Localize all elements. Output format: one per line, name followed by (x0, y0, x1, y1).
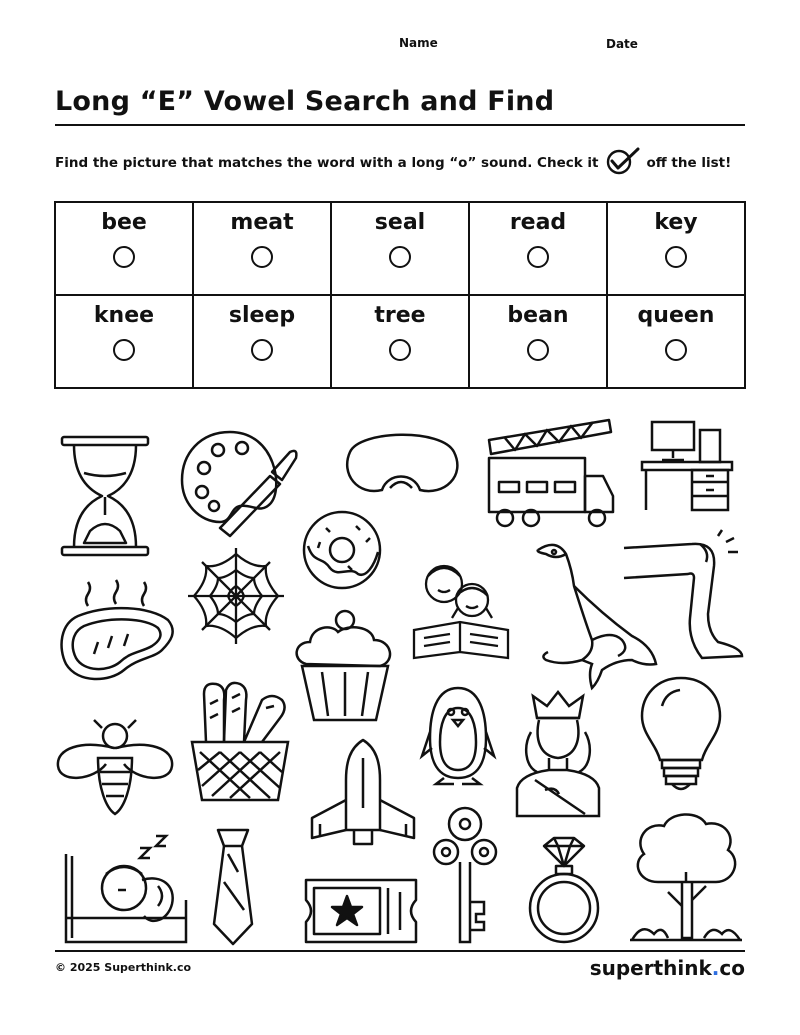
word-cell (469, 202, 607, 295)
logo-dot: . (711, 956, 720, 980)
check-circle[interactable] (389, 339, 411, 361)
word-cell (331, 202, 469, 295)
title-divider (55, 124, 745, 126)
tree-icon[interactable] (628, 810, 744, 944)
ticket-icon[interactable] (304, 878, 418, 944)
bee-icon[interactable] (54, 718, 176, 818)
picture-area (0, 400, 800, 955)
word-cell (55, 295, 193, 388)
word-cell (55, 202, 193, 295)
instructions (55, 146, 731, 180)
check-circle[interactable] (527, 246, 549, 268)
knee-icon[interactable] (622, 530, 746, 662)
reading-icon[interactable] (410, 558, 512, 662)
word-list-table (54, 201, 746, 389)
desk-icon[interactable] (640, 420, 734, 512)
paint-palette-icon[interactable] (180, 428, 300, 538)
bean-icon[interactable] (340, 432, 462, 498)
word-cell (607, 295, 745, 388)
word-cell (331, 295, 469, 388)
word-cell (607, 202, 745, 295)
donut-icon[interactable] (300, 508, 384, 590)
word-cell (469, 295, 607, 388)
rocket-icon[interactable] (310, 738, 416, 848)
fire-truck-icon[interactable] (485, 418, 615, 528)
sleeping-icon[interactable] (62, 830, 188, 944)
bread-basket-icon[interactable] (190, 680, 290, 802)
check-circle[interactable] (665, 246, 687, 268)
word-cell (193, 295, 331, 388)
light-bulb-icon[interactable] (640, 676, 722, 796)
name-label: Name (399, 36, 438, 50)
word-label: knee (93, 303, 155, 328)
word-label: read (509, 210, 567, 235)
instructions-text: Find the picture that matches the word with a long “o” sound. Check it (55, 155, 599, 171)
check-circle[interactable] (251, 246, 273, 268)
check-circle[interactable] (665, 339, 687, 361)
queen-icon[interactable] (515, 690, 601, 818)
word-label: queen (637, 303, 715, 328)
steak-icon[interactable] (58, 576, 178, 688)
cupcake-icon[interactable] (292, 608, 398, 722)
copyright-text: © 2025 Superthink.co (55, 961, 192, 974)
word-label: meat (230, 210, 294, 235)
brand-logo[interactable] (590, 956, 745, 980)
check-circle[interactable] (113, 339, 135, 361)
word-label: seal (374, 210, 426, 235)
word-label: key (654, 210, 698, 235)
hourglass-icon[interactable] (60, 435, 150, 557)
check-circle[interactable] (251, 339, 273, 361)
tie-icon[interactable] (212, 828, 254, 946)
check-circle[interactable] (527, 339, 549, 361)
logo-text-end: co (719, 956, 745, 980)
date-label: Date (606, 37, 638, 51)
word-cell (193, 202, 331, 295)
logo-text: superthink (589, 956, 712, 980)
word-label: sleep (228, 303, 296, 328)
penguin-icon[interactable] (420, 686, 496, 786)
check-circle[interactable] (113, 246, 135, 268)
word-label: bean (507, 303, 569, 328)
spider-web-icon[interactable] (186, 546, 286, 646)
key-icon[interactable] (432, 806, 498, 944)
instructions-text-end: off the list! (646, 155, 732, 171)
word-label: bee (101, 210, 147, 235)
check-circle[interactable] (389, 246, 411, 268)
footer-divider (55, 950, 745, 952)
ring-icon[interactable] (526, 836, 602, 946)
page-title: Long “E” Vowel Search and Find (55, 86, 555, 117)
word-label: tree (374, 303, 426, 328)
checkmark-icon (605, 146, 641, 180)
